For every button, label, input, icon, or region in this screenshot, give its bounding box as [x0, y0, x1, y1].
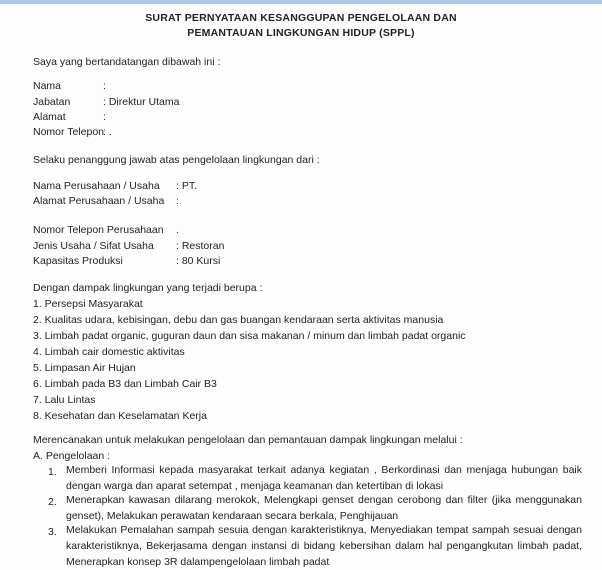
step-text: Menerapkan kawasan dilarang merokok, Melengkapi genset dengan cerobong dan filter (jika menggunakan genset), Melakukan perawatan kendaraan secara berkala, Penghijauan — [66, 494, 582, 522]
step-number: 2. — [48, 496, 57, 508]
impact-item: 2. Kualitas udara, kebisingan, debu dan gas buangan kendaraan serta aktivitas manusia — [33, 314, 444, 326]
impact-item: 3. Limbah padat organic, guguran daun dan sisa makanan / minum dan limbah padat organic — [33, 330, 466, 342]
field-label-nomor-telepon: Nomor Telepon — [33, 126, 105, 138]
field-value-nomor-telepon: : . — [103, 126, 112, 138]
field-value-alamat-perusahaan: : — [176, 195, 179, 207]
field-value-nama-perusahaan: : PT. — [176, 180, 198, 192]
impact-intro-text: Dengan dampak lingkungan yang terjadi berupa : — [33, 282, 263, 294]
document-title-line-1: SURAT PERNYATAAN KESANGGUPAN PENGELOLAAN DAN — [145, 12, 457, 24]
impact-item: 8. Kesehatan dan Keselamatan Kerja — [33, 410, 207, 422]
field-label-nama-perusahaan: Nama Perusahaan / Usaha — [33, 180, 160, 192]
field-label-jabatan: Jabatan — [33, 96, 71, 108]
plan-intro-text: Merencanakan untuk melakukan pengelolaan dan pemantauan dampak lingkungan melalui : — [33, 434, 463, 446]
field-label-alamat-perusahaan: Alamat Perusahaan / Usaha — [33, 195, 165, 207]
step-text: Memberi Informasi kepada masyarakat terkait adanya kegiatan , Berkordinasi dan menjaga hubungan baik dengan warga dan aparat setempat , menjaga keamanan dan ketertiban di lokasi — [66, 464, 582, 492]
impact-item: 4. Limbah cair domestic aktivitas — [33, 346, 185, 358]
impact-item: 7. Lalu Lintas — [33, 394, 96, 406]
step-text: Melakukan Pemalahan sampah sesuia dengan karakteristiknya, Menyediakan tempat sampah sesuai dengan karakteristiknya, Bekerjasama dengan instansi di bidang kebersihan dalam hal pengangkutan limbah padat, Menerapkan konsep 3R dalampengelolaan limbah padat — [66, 524, 582, 568]
field-value-jabatan: : Direktur Utama — [103, 96, 180, 108]
impact-item: 5. Limpasan Air Hujan — [33, 362, 136, 374]
step-number: 1. — [48, 466, 57, 478]
responsible-text: Selaku penanggung jawab atas pengelolaan lingkungan dari : — [33, 154, 320, 166]
impact-item: 1. Persepsi Masyarakat — [33, 298, 143, 310]
section-a-heading: A. Pengelolaan : — [33, 450, 111, 462]
field-label-jenis-usaha: Jenis Usaha / Sifat Usaha — [33, 240, 154, 252]
field-label-nama: Nama — [33, 80, 62, 92]
document-title-line-2: PEMANTAUAN LINGKUNGAN HIDUP (SPPL) — [187, 27, 415, 39]
field-value-nomor-telepon-perusahaan: . — [176, 224, 179, 236]
field-value-kapasitas-produksi: : 80 Kursi — [176, 255, 221, 267]
field-value-jenis-usaha: : Restoran — [176, 240, 225, 252]
field-label-alamat: Alamat — [33, 111, 66, 123]
impact-item: 6. Limbah pada B3 dan Limbah Cair B3 — [33, 378, 217, 390]
field-value-nama: : — [103, 80, 106, 92]
step-number: 3. — [48, 526, 57, 538]
field-value-alamat: : — [103, 111, 106, 123]
field-label-kapasitas-produksi: Kapasitas Produksi — [33, 255, 123, 267]
intro-text: Saya yang bertandatangan dibawah ini : — [33, 56, 221, 68]
field-label-nomor-telepon-perusahaan: Nomor Telepon Perusahaan — [33, 224, 164, 236]
